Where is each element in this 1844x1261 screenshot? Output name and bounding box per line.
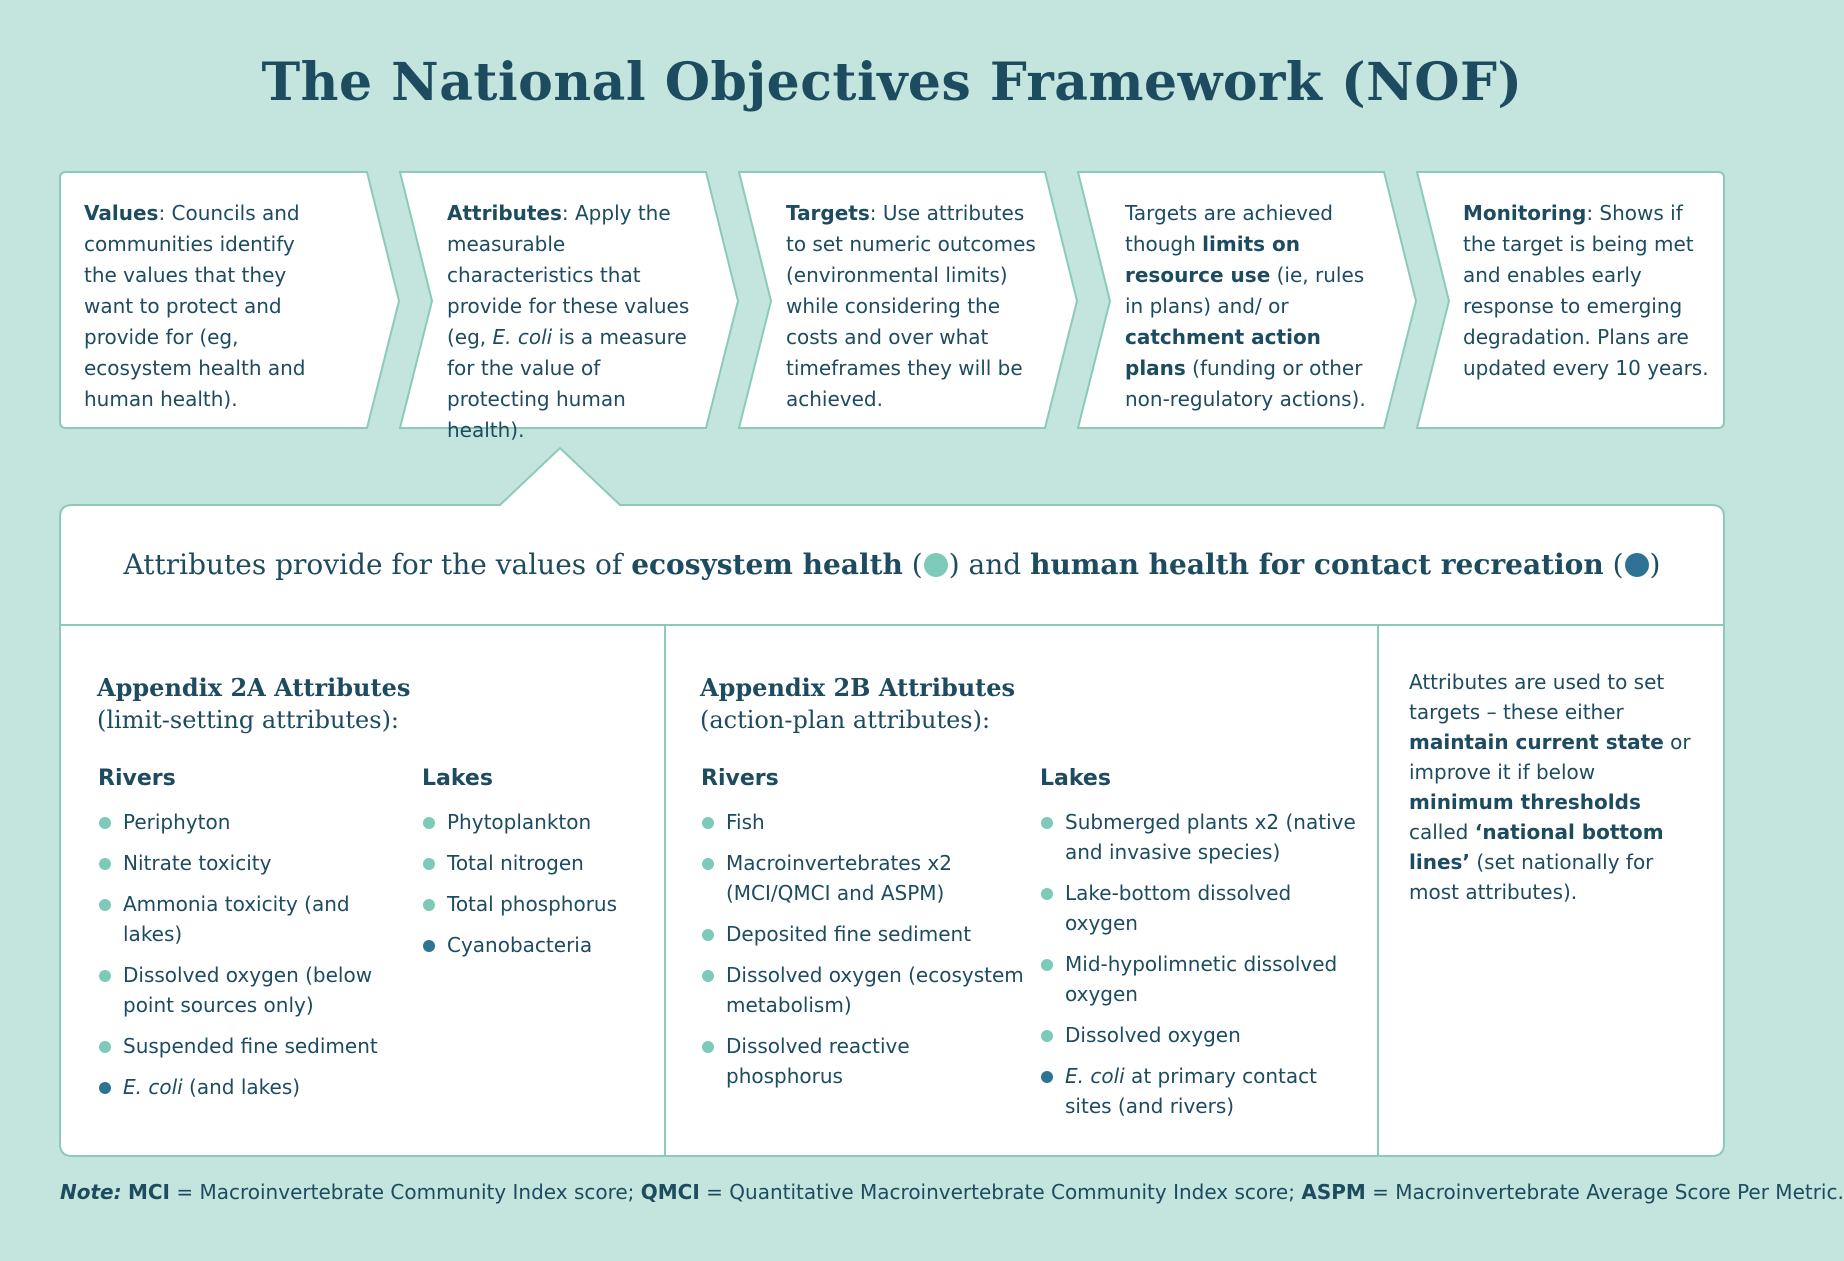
- step-attributes-text-1: : Apply the measurable characteristics that provide for these values (eg,: [447, 201, 690, 349]
- ecosystem-health-dot-icon: [99, 1041, 111, 1053]
- attribute-list-item: [1041, 949, 1361, 1009]
- attribute-label: Dissolved oxygen (below point sources only): [123, 963, 373, 1017]
- appendix-2a-rivers-label: Rivers: [98, 766, 176, 791]
- step-limits-text-3: (funding or other non-regulatory actions).: [1125, 356, 1366, 411]
- appendix-2a-rivers-list: [99, 807, 399, 1113]
- banner-text-3: ) and: [948, 548, 1031, 581]
- ecosystem-health-dot-icon: [423, 858, 435, 870]
- appendix-2b-lakes-list: [1041, 807, 1361, 1132]
- attributes-banner: [60, 548, 1724, 581]
- ecosystem-health-dot-icon: [1041, 959, 1053, 971]
- attribute-list-item: [702, 848, 1032, 908]
- attribute-label: Lake-bottom dissolved oxygen: [1065, 881, 1292, 935]
- banner-text-2: (: [902, 548, 923, 581]
- step-values-text: : Councils and communities identify the values that they want to protect and provide for (eg, ecosystem health and human health).: [84, 201, 306, 411]
- side-note-bold-1: maintain current state: [1409, 730, 1664, 754]
- footnote-mci: MCI: [127, 1180, 170, 1204]
- appendix-2a-lakes-list: [423, 807, 653, 971]
- banner-human-health: human health for contact recreation: [1030, 548, 1604, 581]
- footnote-mci-def: = Macroinvertebrate Community Index score;: [170, 1180, 641, 1204]
- step-values-term: Values: [84, 201, 159, 225]
- banner-text-5: ): [1649, 548, 1661, 581]
- side-note-text-3: called: [1409, 820, 1475, 844]
- ecosystem-health-dot-icon: [702, 858, 714, 870]
- step-attributes: [447, 198, 709, 446]
- step-values: [84, 198, 329, 415]
- attribute-list-item: [99, 960, 399, 1020]
- side-note-bold-3: ‘national bottom lines’: [1409, 820, 1664, 874]
- attribute-list-item: [99, 889, 399, 949]
- attribute-list-item: [99, 848, 399, 878]
- attribute-label: Total phosphorus: [447, 892, 618, 916]
- attribute-list-item: [702, 807, 1032, 837]
- ecosystem-health-dot-icon: [99, 817, 111, 829]
- step-monitoring: [1463, 198, 1713, 384]
- footnote-aspm: ASPM: [1301, 1180, 1366, 1204]
- attribute-label: at primary contact sites (and rivers): [1065, 1064, 1317, 1118]
- attribute-label: Dissolved oxygen (ecosystem metabolism): [726, 963, 1024, 1017]
- human-health-dot-icon: [1041, 1071, 1053, 1083]
- side-note-text-2: or improve it if below: [1409, 730, 1691, 784]
- footnote-qmci: QMCI: [640, 1180, 700, 1204]
- targets-side-note: [1409, 667, 1699, 907]
- appendix-2a-title: Appendix 2A Attributes: [97, 673, 411, 702]
- page-title: The National Objectives Framework (NOF): [261, 52, 1523, 113]
- step-attributes-term: Attributes: [447, 201, 562, 225]
- attribute-list-item: [99, 1031, 399, 1061]
- ecosystem-health-dot-icon: [99, 899, 111, 911]
- step-attributes-ecoli: E. coli: [492, 325, 553, 349]
- attribute-label: (and lakes): [182, 1075, 301, 1099]
- attribute-label: Dissolved reactive phosphorus: [726, 1034, 910, 1088]
- banner-text-1: Attributes provide for the values of: [123, 548, 632, 581]
- attribute-label: Periphyton: [123, 810, 231, 834]
- attribute-label: Fish: [726, 810, 765, 834]
- attribute-label: Macroinvertebrates x2 (MCI/QMCI and ASPM): [726, 851, 952, 905]
- step-targets-text: : Use attributes to set numeric outcomes (environmental limits) while considering the costs and over what timeframes they will be achieved.: [786, 201, 1036, 411]
- attribute-list-item: [423, 889, 653, 919]
- side-note-text-1: Attributes are used to set targets – these either: [1409, 670, 1665, 724]
- ecosystem-health-dot-icon: [1041, 1030, 1053, 1042]
- ecosystem-health-dot-icon: [702, 817, 714, 829]
- appendix-2a-subtitle: (limit-setting attributes):: [97, 706, 400, 734]
- appendix-2b-heading: [700, 672, 1015, 736]
- ecosystem-health-dot-icon: [99, 858, 111, 870]
- ecosystem-health-dot-icon: [423, 817, 435, 829]
- ecosystem-health-dot-icon: [702, 970, 714, 982]
- attribute-label: Cyanobacteria: [447, 933, 593, 957]
- step-limits: [1125, 198, 1380, 415]
- attribute-list-item: [702, 1031, 1032, 1091]
- appendix-2b-rivers-list: [702, 807, 1032, 1102]
- attribute-label: Suspended fine sediment: [123, 1034, 378, 1058]
- footnote: [60, 1180, 1844, 1204]
- step-attributes-text-2: is a measure for the value of protecting human health).: [447, 325, 687, 442]
- step-limits-text-2: (ie, rules in plans) and/ or: [1125, 263, 1365, 318]
- attribute-italic-label: E. coli: [123, 1075, 183, 1099]
- ecosystem-dot-icon: [924, 553, 948, 577]
- side-note-bold-2: minimum thresholds: [1409, 790, 1641, 814]
- footnote-label: Note:: [60, 1180, 122, 1204]
- attribute-list-item: [1041, 878, 1361, 938]
- attribute-label: Nitrate toxicity: [123, 851, 272, 875]
- attribute-label: Total nitrogen: [447, 851, 584, 875]
- step-targets: [786, 198, 1041, 415]
- attribute-list-item: [1041, 1020, 1361, 1050]
- attribute-list-item: [702, 919, 1032, 949]
- attribute-list-item: [1041, 1061, 1361, 1121]
- attribute-list-item: [423, 807, 653, 837]
- step-limits-text-1: Targets are achieved though: [1125, 201, 1333, 256]
- attribute-label: Submerged plants x2 (native and invasive species): [1065, 810, 1356, 864]
- footnote-aspm-def: = Macroinvertebrate Average Score Per Metric.: [1365, 1180, 1844, 1204]
- attribute-list-item: [423, 848, 653, 878]
- appendix-2b-subtitle: (action-plan attributes):: [700, 706, 991, 734]
- attribute-label: Mid-hypolimnetic dissolved oxygen: [1065, 952, 1338, 1006]
- appendix-2a-lakes-label: Lakes: [422, 766, 493, 791]
- banner-text-4: (: [1603, 548, 1624, 581]
- side-note-text-4: (set nationally for most attributes).: [1409, 850, 1654, 904]
- attribute-label: Deposited fine sediment: [726, 922, 972, 946]
- ecosystem-health-dot-icon: [99, 970, 111, 982]
- human-dot-icon: [1625, 553, 1649, 577]
- attribute-list-item: [702, 960, 1032, 1020]
- ecosystem-health-dot-icon: [423, 899, 435, 911]
- attribute-label: Dissolved oxygen: [1065, 1023, 1241, 1047]
- step-limits-bold-2: catchment action plans: [1125, 325, 1321, 380]
- ecosystem-health-dot-icon: [702, 1041, 714, 1053]
- appendix-2b-rivers-label: Rivers: [701, 766, 779, 791]
- step-targets-term: Targets: [786, 201, 870, 225]
- ecosystem-health-dot-icon: [1041, 888, 1053, 900]
- appendix-2b-lakes-label: Lakes: [1040, 766, 1111, 791]
- attribute-label: Phytoplankton: [447, 810, 592, 834]
- attribute-list-item: [423, 930, 653, 960]
- attribute-list-item: [99, 1072, 399, 1102]
- attribute-list-item: [1041, 807, 1361, 867]
- human-health-dot-icon: [99, 1082, 111, 1094]
- footnote-qmci-def: = Quantitative Macroinvertebrate Community Index score;: [699, 1180, 1302, 1204]
- step-monitoring-text: : Shows if the target is being met and enables early response to emerging degradation. Plans are updated every 10 years.: [1463, 201, 1709, 380]
- step-limits-bold-1: limits on resource use: [1125, 232, 1300, 287]
- attribute-list-item: [99, 807, 399, 837]
- attribute-label: Ammonia toxicity (and lakes): [123, 892, 350, 946]
- banner-ecosystem-health: ecosystem health: [631, 548, 903, 581]
- human-health-dot-icon: [423, 940, 435, 952]
- attribute-italic-label: E. coli: [1065, 1064, 1125, 1088]
- ecosystem-health-dot-icon: [1041, 817, 1053, 829]
- ecosystem-health-dot-icon: [702, 929, 714, 941]
- step-monitoring-term: Monitoring: [1463, 201, 1587, 225]
- appendix-2b-title: Appendix 2B Attributes: [700, 673, 1016, 702]
- appendix-2a-heading: [97, 672, 410, 736]
